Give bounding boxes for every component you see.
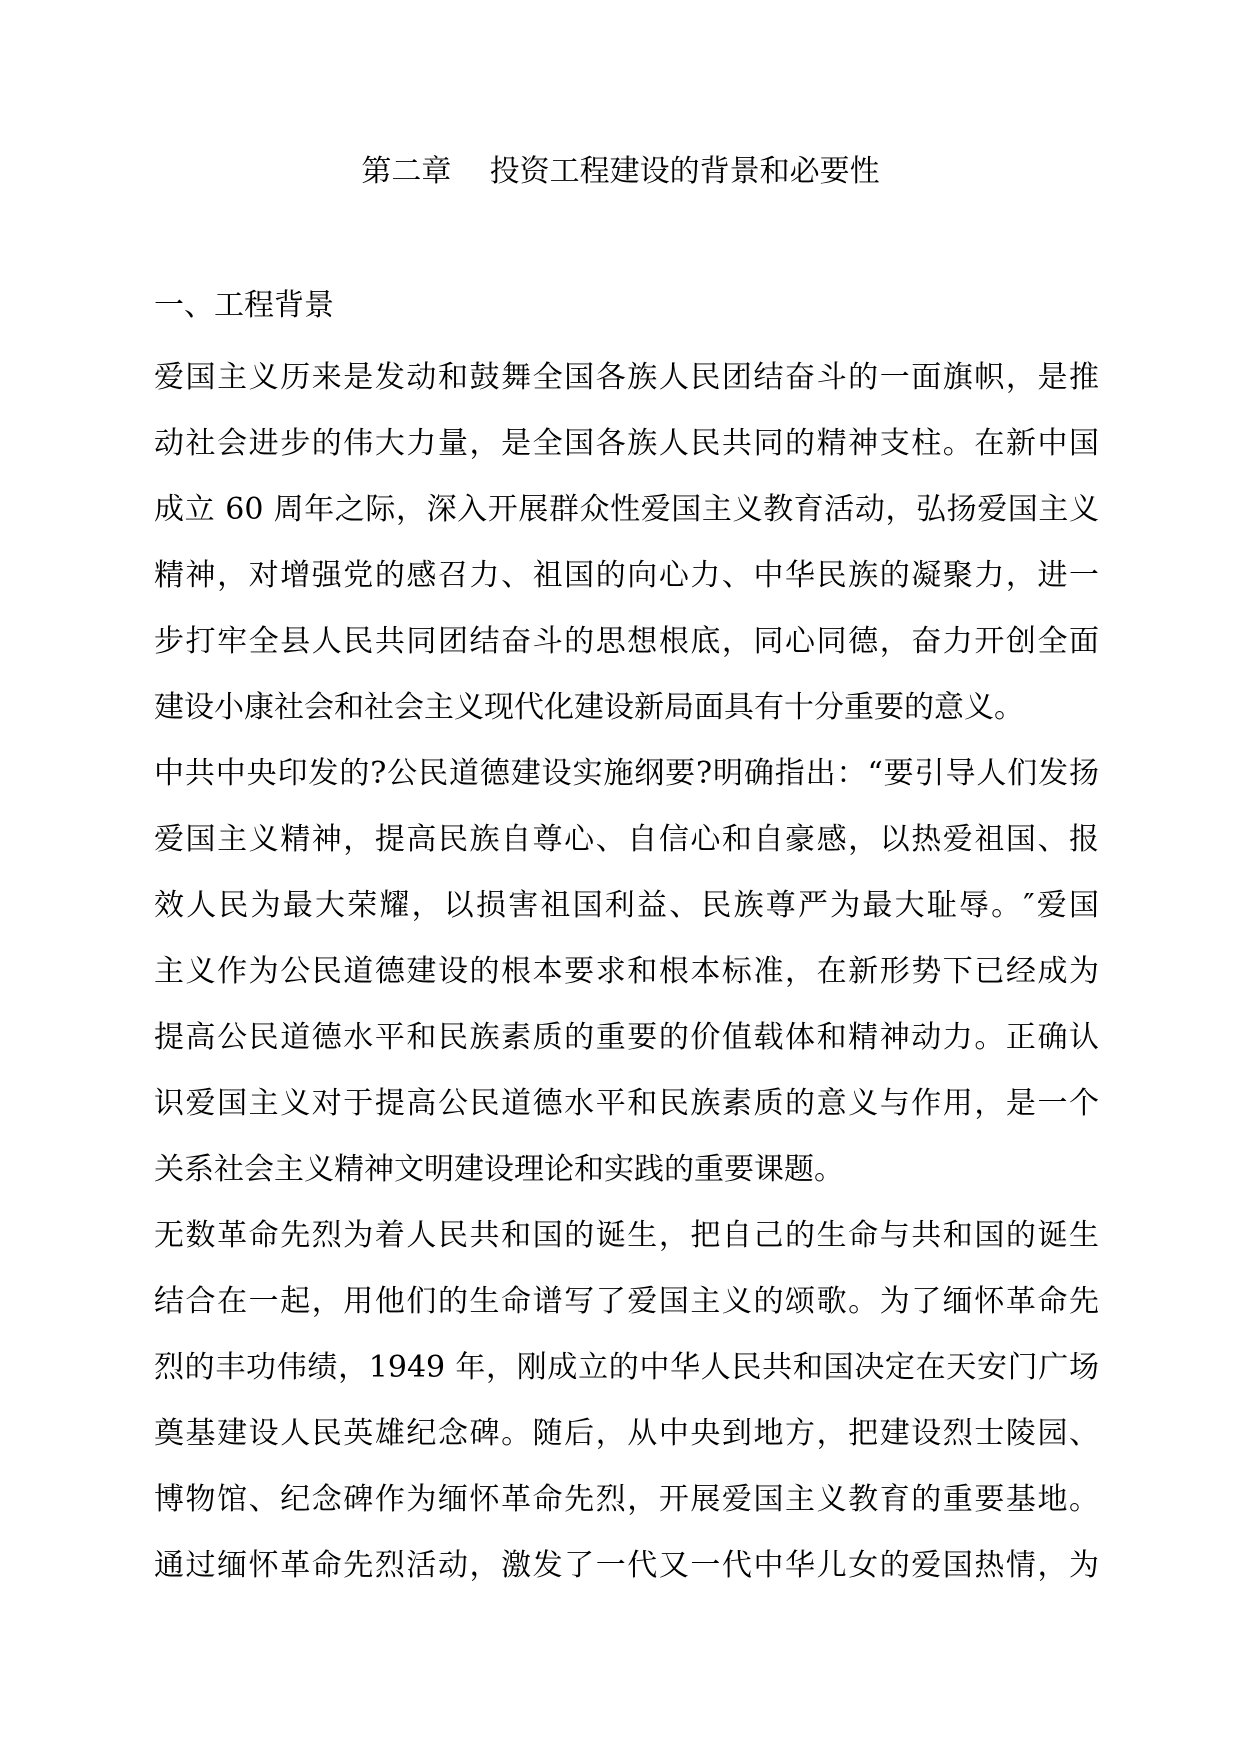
text-line: 奠基建设人民英雄纪念碑。随后，从中央到地方，把建设烈士陵园、 — [154, 1416, 1099, 1451]
text-line: 建设小康社会和社会主义现代化建设新局面具有十分重要的意义。 — [154, 690, 1024, 725]
text-line: 中共中央印发的?公民道德建设实施纲要?明确指出：“要引导人们发扬 — [154, 756, 1099, 791]
text-line: 识爱国主义对于提高公民道德水平和民族素质的意义与作用，是一个 — [154, 1086, 1099, 1121]
text-line: 提高公民道德水平和民族素质的重要的价值载体和精神动力。正确认 — [154, 1020, 1099, 1055]
text-line: 无数革命先烈为着人民共和国的诞生，把自己的生命与共和国的诞生 — [154, 1218, 1099, 1253]
section-heading: 一、工程背景 — [154, 288, 334, 323]
text-line: 动社会进步的伟大力量，是全国各族人民共同的精神支柱。在新中国 — [154, 426, 1099, 461]
text-line: 精神，对增强党的感召力、祖国的向心力、中华民族的凝聚力，进一 — [154, 558, 1099, 593]
text-line: 结合在一起，用他们的生命谱写了爱国主义的颂歌。为了缅怀革命先 — [154, 1284, 1099, 1319]
text-line: 爱国主义精神，提高民族自尊心、自信心和自豪感，以热爱祖国、报 — [154, 822, 1099, 857]
text-line: 步打牢全县人民共同团结奋斗的思想根底，同心同德，奋力开创全面 — [154, 624, 1099, 659]
text-line: 烈的丰功伟绩，1949 年，刚成立的中华人民共和国决定在天安门广场 — [154, 1350, 1099, 1385]
text-line: 效人民为最大荣耀，以损害祖国利益、民族尊严为最大耻辱。″爱国 — [154, 888, 1099, 923]
body-text — [154, 345, 1099, 1599]
text-line: 博物馆、纪念碑作为缅怀革命先烈，开展爱国主义教育的重要基地。 — [154, 1482, 1099, 1517]
text-line: 关系社会主义精神文明建设理论和实践的重要课题。 — [154, 1152, 844, 1187]
chapter-title: 第二章 投资工程建设的背景和必要性 — [361, 154, 880, 189]
text-line: 成立 60 周年之际，深入开展群众性爱国主义教育活动，弘扬爱国主义 — [154, 492, 1099, 527]
text-line: 主义作为公民道德建设的根本要求和根本标准，在新形势下已经成为 — [154, 954, 1099, 989]
text-line: 爱国主义历来是发动和鼓舞全国各族人民团结奋斗的一面旗帜，是推 — [154, 360, 1099, 395]
text-line: 通过缅怀革命先烈活动，激发了一代又一代中华儿女的爱国热情，为 — [154, 1548, 1099, 1583]
